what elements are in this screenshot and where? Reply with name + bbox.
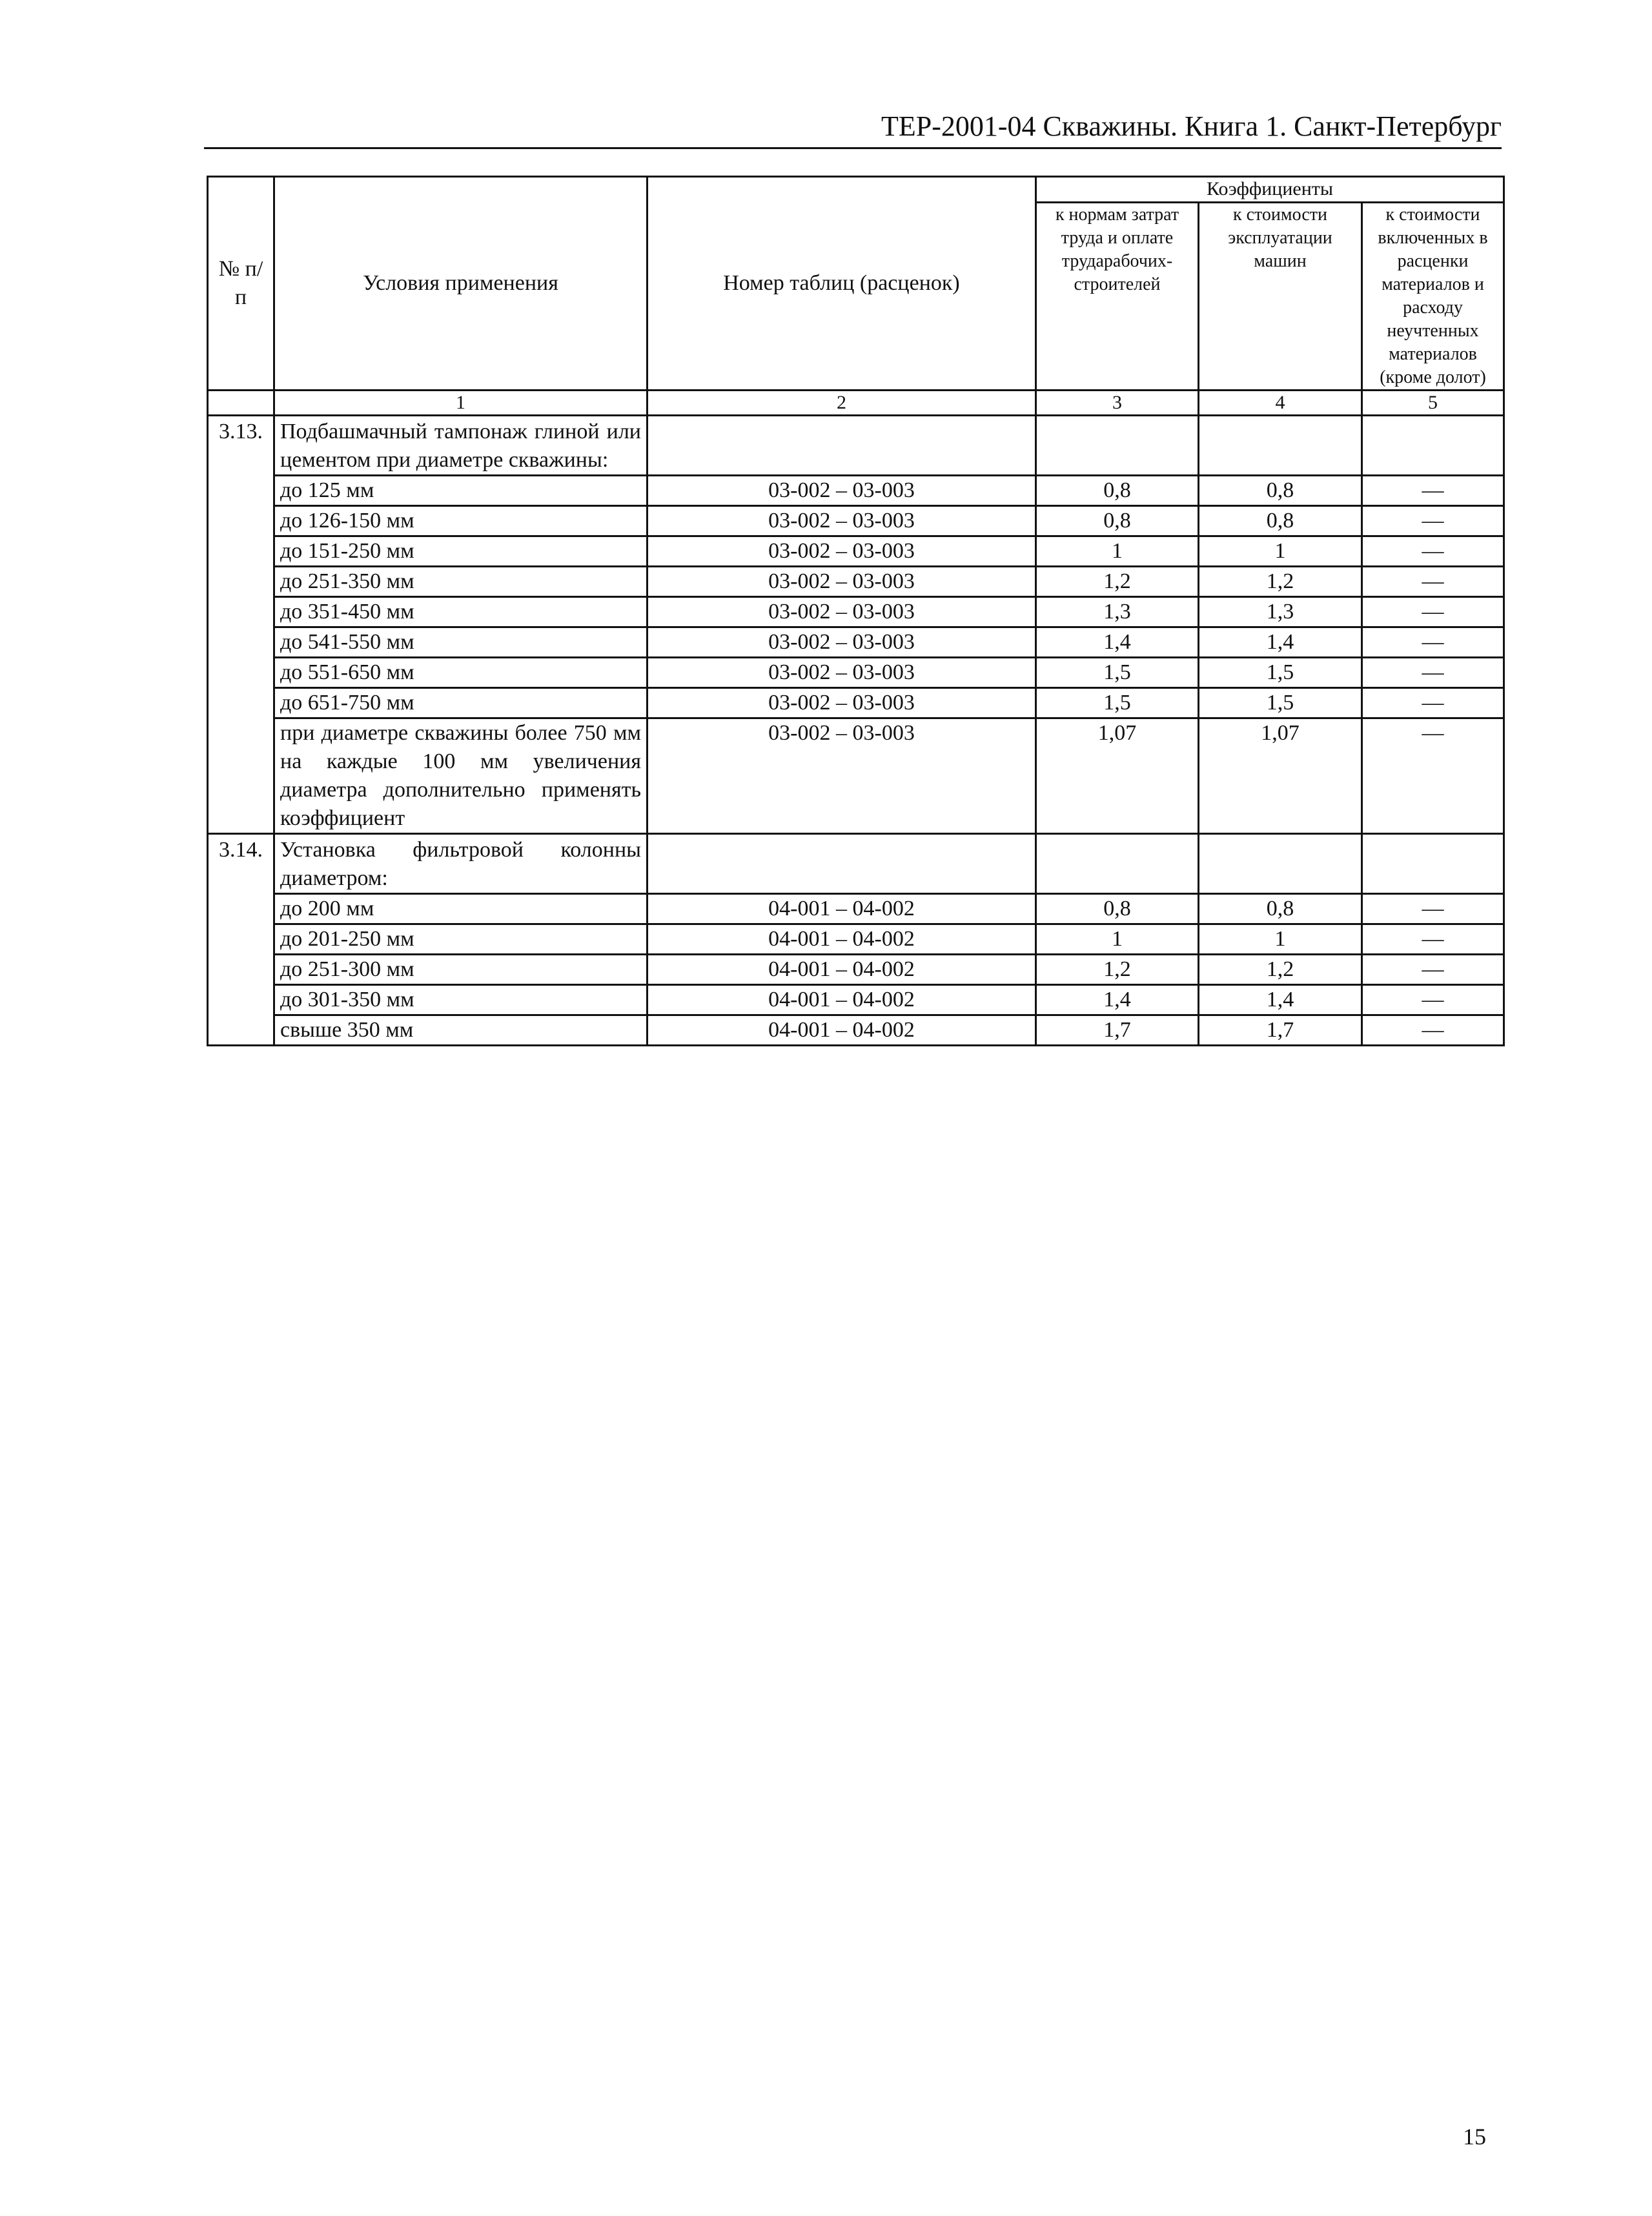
group-number: 3.14. [208,834,274,1046]
header-materials: к стоимости включенных в расценки материалов и расходу неучтенных материалов (кроме долот) [1362,203,1504,391]
machines-coefficient-cell: 1,4 [1199,985,1362,1015]
header-conditions: Условия применения [274,177,648,391]
group-title: Подбашмачный тампонаж глиной или цементом при диаметре скважины: [274,416,648,476]
document-header-title: ТЕР-2001-04 Скважины. Книга 1. Санкт-Петербург [881,110,1502,142]
group-title-row [208,416,1504,476]
materials-coefficient-cell: — [1362,627,1504,658]
table-row [208,718,1504,834]
column-number: 2 [648,391,1036,416]
table-number-cell: 04-001 – 04-002 [648,1015,1036,1046]
labor-coefficient-cell: 1 [1036,924,1199,955]
table-row [208,597,1504,627]
labor-coefficient-cell: 1,5 [1036,658,1199,688]
table-row [208,476,1504,506]
condition-cell: до 651-750 мм [274,688,648,718]
condition-cell: свыше 350 мм [274,1015,648,1046]
labor-coefficient-cell: 0,8 [1036,476,1199,506]
machines-coefficient-cell: 1 [1199,536,1362,567]
table-number-cell: 04-001 – 04-002 [648,894,1036,924]
group-number: 3.13. [208,416,274,834]
condition-cell: до 200 мм [274,894,648,924]
table-row [208,627,1504,658]
condition-cell: до 151-250 мм [274,536,648,567]
column-number-blank [208,391,274,416]
materials-coefficient-cell: — [1362,718,1504,834]
table-number-cell: 03-002 – 03-003 [648,536,1036,567]
empty-cell [1199,834,1362,894]
table-number-cell: 03-002 – 03-003 [648,718,1036,834]
machines-coefficient-cell: 1,7 [1199,1015,1362,1046]
header-table-number: Номер таблиц (расценок) [648,177,1036,391]
table-number-cell: 04-001 – 04-002 [648,985,1036,1015]
header-coefficients: Коэффициенты [1036,177,1504,203]
group-title: Установка фильтровой колонны диаметром: [274,834,648,894]
column-number: 4 [1199,391,1362,416]
table-row [208,567,1504,597]
labor-coefficient-cell: 1,4 [1036,985,1199,1015]
machines-coefficient-cell: 1,4 [1199,627,1362,658]
labor-coefficient-cell: 0,8 [1036,894,1199,924]
header-machines: к стоимости эксплуатации машин [1199,203,1362,391]
labor-coefficient-cell: 1,3 [1036,597,1199,627]
materials-coefficient-cell: — [1362,506,1504,536]
materials-coefficient-cell: — [1362,476,1504,506]
condition-cell: до 201-250 мм [274,924,648,955]
machines-coefficient-cell: 1,2 [1199,955,1362,985]
table-number-cell: 03-002 – 03-003 [648,567,1036,597]
header-divider [204,147,1502,149]
table-row [208,506,1504,536]
labor-coefficient-cell: 1,2 [1036,567,1199,597]
condition-cell: до 551-650 мм [274,658,648,688]
column-number: 3 [1036,391,1199,416]
table-row [208,688,1504,718]
empty-cell [648,834,1036,894]
table-number-cell: 03-002 – 03-003 [648,506,1036,536]
machines-coefficient-cell: 0,8 [1199,506,1362,536]
labor-coefficient-cell: 1,7 [1036,1015,1199,1046]
materials-coefficient-cell: — [1362,658,1504,688]
table-number-cell: 03-002 – 03-003 [648,476,1036,506]
table-number-cell: 04-001 – 04-002 [648,924,1036,955]
materials-coefficient-cell: — [1362,894,1504,924]
column-number: 1 [274,391,648,416]
machines-coefficient-cell: 1,07 [1199,718,1362,834]
table-row [208,955,1504,985]
machines-coefficient-cell: 0,8 [1199,476,1362,506]
table-row [208,658,1504,688]
condition-cell: при диаметре скважины более 750 мм на каждые 100 мм увеличения диаметра дополнительно применять коэффициент [274,718,648,834]
table-row [208,1015,1504,1046]
empty-cell [648,416,1036,476]
materials-coefficient-cell: — [1362,536,1504,567]
condition-cell: до 251-350 мм [274,567,648,597]
condition-cell: до 125 мм [274,476,648,506]
table-row [208,924,1504,955]
materials-coefficient-cell: — [1362,924,1504,955]
group-title-row [208,834,1504,894]
labor-coefficient-cell: 1 [1036,536,1199,567]
machines-coefficient-cell: 1,5 [1199,658,1362,688]
labor-coefficient-cell: 1,5 [1036,688,1199,718]
condition-cell: до 301-350 мм [274,985,648,1015]
empty-cell [1199,416,1362,476]
condition-cell: до 351-450 мм [274,597,648,627]
empty-cell [1362,834,1504,894]
machines-coefficient-cell: 1,5 [1199,688,1362,718]
empty-cell [1036,834,1199,894]
labor-coefficient-cell: 1,2 [1036,955,1199,985]
condition-cell: до 541-550 мм [274,627,648,658]
materials-coefficient-cell: — [1362,567,1504,597]
header-num: № п/п [208,177,274,391]
table-number-cell: 03-002 – 03-003 [648,688,1036,718]
machines-coefficient-cell: 1 [1199,924,1362,955]
labor-coefficient-cell: 0,8 [1036,506,1199,536]
empty-cell [1362,416,1504,476]
condition-cell: до 251-300 мм [274,955,648,985]
machines-coefficient-cell: 0,8 [1199,894,1362,924]
empty-cell [1036,416,1199,476]
header-labor: к нормам затрат труда и оплате трударабочих-строителей [1036,203,1199,391]
materials-coefficient-cell: — [1362,597,1504,627]
column-numbers-row [208,391,1504,416]
table-row [208,894,1504,924]
materials-coefficient-cell: — [1362,1015,1504,1046]
labor-coefficient-cell: 1,07 [1036,718,1199,834]
materials-coefficient-cell: — [1362,955,1504,985]
condition-cell: до 126-150 мм [274,506,648,536]
materials-coefficient-cell: — [1362,688,1504,718]
machines-coefficient-cell: 1,3 [1199,597,1362,627]
labor-coefficient-cell: 1,4 [1036,627,1199,658]
column-number: 5 [1362,391,1504,416]
table-row [208,536,1504,567]
table-number-cell: 04-001 – 04-002 [648,955,1036,985]
table-number-cell: 03-002 – 03-003 [648,597,1036,627]
coefficients-table [207,176,1505,1046]
table-number-cell: 03-002 – 03-003 [648,658,1036,688]
machines-coefficient-cell: 1,2 [1199,567,1362,597]
page-number: 15 [1463,2124,1486,2150]
materials-coefficient-cell: — [1362,985,1504,1015]
table-number-cell: 03-002 – 03-003 [648,627,1036,658]
table-row [208,985,1504,1015]
